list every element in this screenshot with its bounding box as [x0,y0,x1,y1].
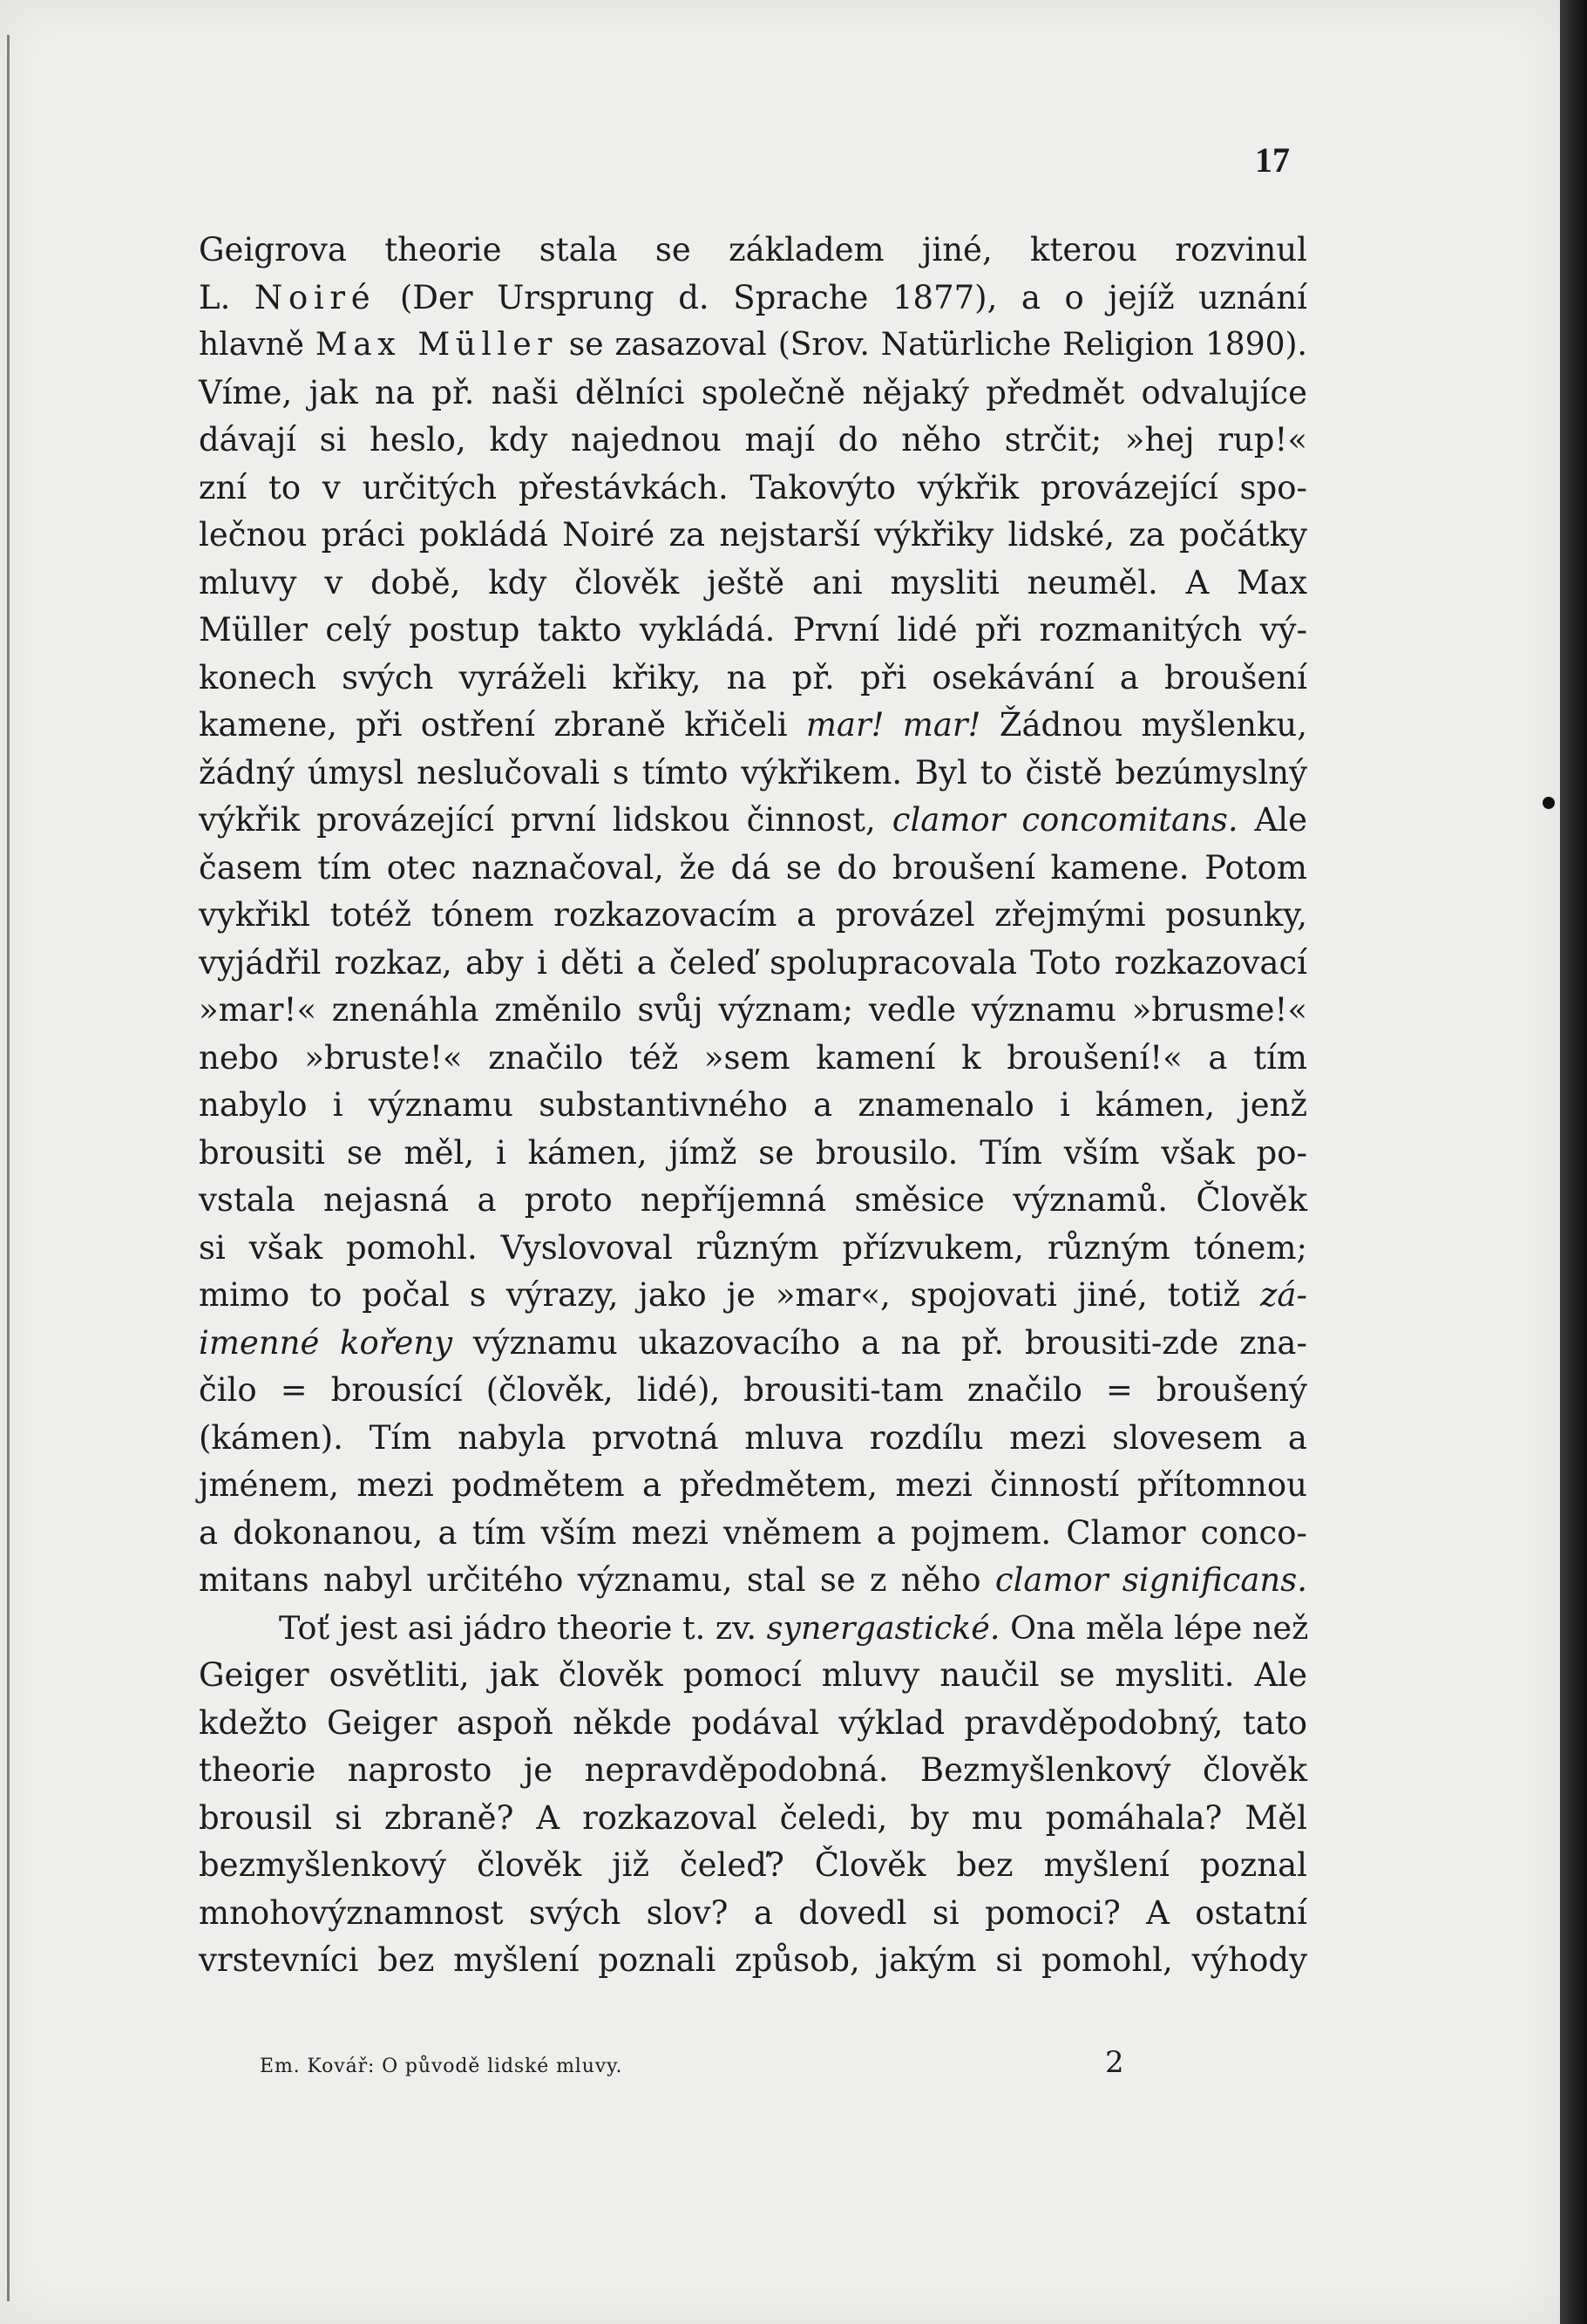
text-line: »mar!« znenáhla změnilo svůj význam; vedle významu »brusme!« [199,991,1307,1029]
bullet-dot [1543,797,1555,809]
footer-sheet-number: 2 [1105,2045,1124,2080]
text-line: Müller celý postup takto vykládá. První lidé při rozmanitých vý- [199,611,1307,649]
text-line: lečnou práci pokládá Noiré za nejstarší výkřiky lidské, za počátky [199,516,1307,554]
text-line: výkřik provázející první lidskou činnost, clamor concomitans. Ale [199,801,1307,839]
text-line: vrstevníci bez myšlení poznali způsob, jakým si pomohl, výhody [199,1941,1307,1979]
text-line: vykřikl totéž tónem rozkazovacím a provázel zřejmými posunky, [199,896,1307,934]
text-line: kdežto Geiger aspoň někde podával výklad pravděpodobný, tato [199,1703,1307,1742]
text-line-paragraph-start: Toť jest asi jádro theorie t. zv. synergastické. Ona měla lépe než [279,1608,1309,1647]
text-line: mitans nabyl určitého významu, stal se z něho clamor significans. [199,1561,1307,1599]
italic-term: synergastické. [766,1608,1000,1647]
text-line: si však pomohl. Vyslovoval různým přízvukem, různým tónem; [199,1228,1307,1267]
text-line: Geigrova theorie stala se základem jiné, kterou rozvinul [199,231,1307,268]
text-line: časem tím otec naznačoval, že dá se do broušení kamene. Potom [199,848,1307,887]
italic-term: clamor significans. [994,1561,1307,1599]
author-name-noire: Noiré [254,278,376,316]
text-line: (kámen). Tím nabyla prvotná mluva rozdílu mezi slovesem a [199,1418,1307,1457]
text-line: mnohovýznamnost svých slov? a dovedl si pomoci? A ostatní [199,1893,1307,1932]
text-line: konech svých vyráželi křiky, na př. při osekávání a broušení [199,658,1307,697]
text-line: mimo to počal s výrazy, jako je »mar«, spojovati jiné, totiž zá- [199,1276,1307,1314]
text-line: brousiti se měl, i kámen, jímž se brousilo. Tím vším však po- [199,1133,1307,1172]
text-line: Geiger osvětliti, jak člověk pomocí mluvy naučil se mysliti. Ale [199,1656,1307,1694]
italic-term: imenné kořeny [199,1323,453,1362]
footer-signature: Em. Kovář: O původě lidské mluvy. [260,2056,623,2077]
page-right-edge [1560,0,1587,2324]
text-line: jménem, mezi podmětem a předmětem, mezi činností přítomnou [199,1466,1307,1504]
text-line: L. Noiré (Der Ursprung d. Sprache 1877), a o jejíž uznání [199,278,1307,316]
text-line: mluvy v době, kdy člověk ještě ani mysliti neuměl. A Max [199,563,1307,601]
text-line: zní to v určitých přestávkách. Takovýto výkřik provázející spo- [199,468,1307,506]
text-line: Víme, jak na př. naši dělníci společně nějaký předmět odvalujíce [199,373,1307,411]
text-line: a dokonanou, a tím vším mezi vněmem a pojmem. Clamor conco- [199,1513,1307,1552]
text-line: vstala nejasná a proto nepříjemná směsice významů. Člověk [199,1181,1307,1219]
text-line: kamene, při ostření zbraně křičeli mar! mar! Žádnou myšlenku, [199,706,1307,744]
text-line: theorie naprosto je nepravděpodobná. Bezmyšlenkový člověk [199,1751,1307,1789]
text-line: hlavně Max Müller se zasazoval (Srov. Natürliche Religion 1890). [199,327,1307,363]
text-line: imenné kořeny významu ukazovacího a na př. brousiti-zde zna- [199,1323,1307,1362]
text-line: žádný úmysl neslučovali s tímto výkřikem. Byl to čistě bezúmyslný [199,753,1307,792]
text-line: vyjádřil rozkaz, aby i děti a čeleď spolupracovala Toto rozkazovací [199,943,1307,982]
italic-term: mar! mar! [805,706,981,744]
page-number: 17 [1255,140,1290,180]
text-line: čilo = brousící (člověk, lidé), brousiti-tam značilo = broušený [199,1371,1307,1409]
italic-term: zá- [1259,1276,1307,1314]
page-left-edge [7,35,10,2301]
body-text [199,227,1307,1985]
text-line: dávají si heslo, kdy najednou mají do něho strčit; »hej rup!« [199,421,1307,459]
text-line: bezmyšlenkový člověk již čeleď? Člověk bez myšlení poznal [199,1846,1307,1884]
text-line: nabylo i významu substantivného a znamenalo i kámen, jenž [199,1086,1307,1124]
author-name-muller: Max Müller [315,327,558,363]
text-line: nebo »bruste!« značilo též »sem kamení k broušení!« a tím [199,1038,1307,1077]
italic-term: clamor concomitans. [892,801,1238,839]
text-line: brousil si zbraně? A rozkazoval čeledi, by mu pomáhala? Měl [199,1798,1307,1837]
